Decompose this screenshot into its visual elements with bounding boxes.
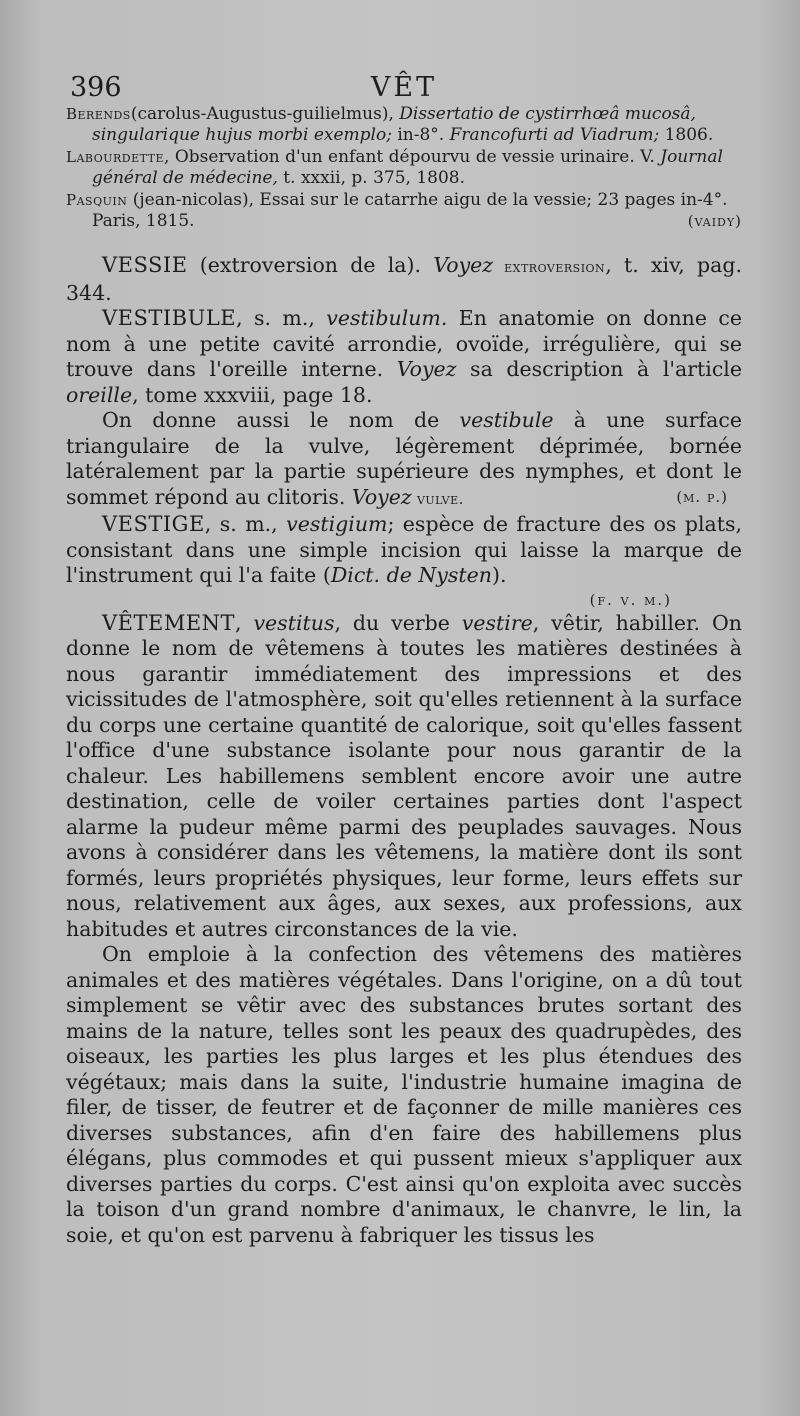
bib-title: Journal général de médecine, (92, 147, 723, 188)
entry-text: à une surface triangulaire de la vulve, légèrement déprimée, bornée latéralement par la partie supérieure des nymphes, et dont le sommet répond au clitoris. (66, 408, 742, 509)
entry-vetement-p2: On emploie à la confection des vêtemens des matières animales et des matières végétales. Dans l'origine, on a dû tout simplement se vêtir avec des substances brutes sortant des mains de la nature, telles sont les peaux des quadrupèdes, des oiseaux, les parties les plus larges et les plus étendues des végétaux; mais dans la suite, l'industrie humaine imagina de filer, de tisser, de feutrer et de façonner de mille manières ces diverses substances, afin d'en faire des habillemens plus élégans, plus commodes et qui pussent mieux s'appliquer aux diverses parties du corps. C'est ainsi qu'on exploita avec succès la toison d'un grand nombre d'animaux, le chanvre, le lin, la soie, et qu'on est parvenu à fabriquer les tissus les (66, 942, 742, 1247)
entry-text: , du verbe (334, 610, 462, 635)
bib-author-rest: (jean-nicolas), Essai sur le catarrhe aigu de la vessie; 23 pages in-4°. Paris, 1815. (92, 190, 728, 231)
body-text (66, 253, 742, 1248)
entry-text: , t. xiv, pag. 344. (66, 253, 742, 305)
running-title: VÊT (370, 72, 438, 103)
author-signature: (f. v. m.) (589, 590, 672, 609)
headword: VESTIGE (102, 512, 205, 536)
entry-text: , (235, 610, 254, 635)
entry-text: , s. m., (236, 306, 327, 330)
running-head (66, 70, 742, 103)
bib-entry-labourdette (66, 147, 742, 189)
bib-author: Berends (66, 105, 131, 123)
article-ref: oreille (66, 382, 133, 407)
entry-text: sa description à l'article (456, 357, 742, 381)
entry-vestige (66, 512, 742, 589)
headword: VESTIBULE (102, 306, 237, 330)
bib-year: 1806. (659, 125, 714, 145)
author-signature: (vaidy) (687, 212, 742, 230)
entry-text: On donne aussi le nom de (102, 408, 460, 432)
latin-term: vestitus (253, 610, 335, 635)
author-signature: (m. p.) (676, 487, 728, 506)
bib-entry-pasquin (66, 190, 742, 232)
bib-author: Labourdette (66, 148, 165, 166)
bib-author-rest: (carolus-Augustus-guilielmus), (130, 104, 400, 124)
cross-ref-voyez: Voyez (351, 484, 412, 509)
source-ref: Dict. de Nysten (330, 563, 492, 587)
entry-vestibule (66, 306, 742, 408)
bibliography (66, 104, 742, 233)
cross-ref-target: vulve. (411, 489, 464, 508)
verb-term: vestire (461, 610, 533, 635)
entry-text: , s. m., (204, 512, 287, 536)
term: vestibule (459, 408, 554, 432)
bib-rest: in-8°. (391, 125, 450, 145)
entry-text: ). (491, 563, 507, 587)
cross-ref-voyez: Voyez (396, 357, 457, 381)
headword: VESSIE (102, 253, 188, 277)
entry-text: , tome xxxviii, page 18. (132, 382, 373, 407)
latin-term: vestibulum. (326, 306, 448, 330)
cross-ref-voyez: Voyez (433, 253, 494, 277)
entry-vestibule-p2 (66, 408, 742, 512)
entry-vetement (66, 611, 742, 943)
bib-entry-berends (66, 104, 742, 146)
entry-text: ; espèce de fracture des os plats, consistant dans une simple incision qui laisse la marque de l'instrument qui l'a faite ( (66, 512, 742, 587)
entry-text: (extroversion de la). (187, 253, 434, 277)
page-number: 396 (70, 72, 122, 103)
latin-term: vestigium (286, 512, 388, 536)
bib-title: Dissertatio de cystirrhœâ mucosâ, singularique hujus morbi exemplo; (92, 104, 696, 145)
bib-rest: t. xxxii, p. 375, 1808. (277, 168, 466, 188)
bib-author-rest: , Observation d'un enfant dépourvu de vessie urinaire. V. (164, 147, 661, 167)
headword: VÊTEMENT (102, 610, 236, 635)
entry-text: , vêtir, habiller. On donne le nom de vêtemens à toutes les matières destinées à nous garantir immédiatement des impressions et des vicissitudes de l'atmosphère, soit qu'elles retiennent à la surface du corps une certaine quantité de calorique, soit qu'elles fassent l'office d'une substance isolante pour nous garantir de la chaleur. Les habillemens semblent encore avoir une autre destination, celle de voiler certaines parties dont l'aspect alarme la pudeur même parmi des peuplades sauvages. Nous avons à considérer dans les vêtemens, la matière dont ils sont formés, leurs propriétés physiques, leur forme, leurs effets sur nous, relativement aux âges, aux sexes, aux professions, aux habitudes et autres circonstances de la vie. (66, 610, 742, 941)
cross-ref-target: extroversion (493, 258, 606, 276)
entry-vessie (66, 253, 742, 306)
bib-place: Francofurti ad Viadrum; (449, 125, 660, 145)
bib-author: Pasquin (66, 191, 128, 209)
entry-text: En anatomie on donne ce nom à une petite cavité arrondie, ovoïde, irrégulière, qui se trouve dans l'oreille interne. (66, 306, 743, 381)
